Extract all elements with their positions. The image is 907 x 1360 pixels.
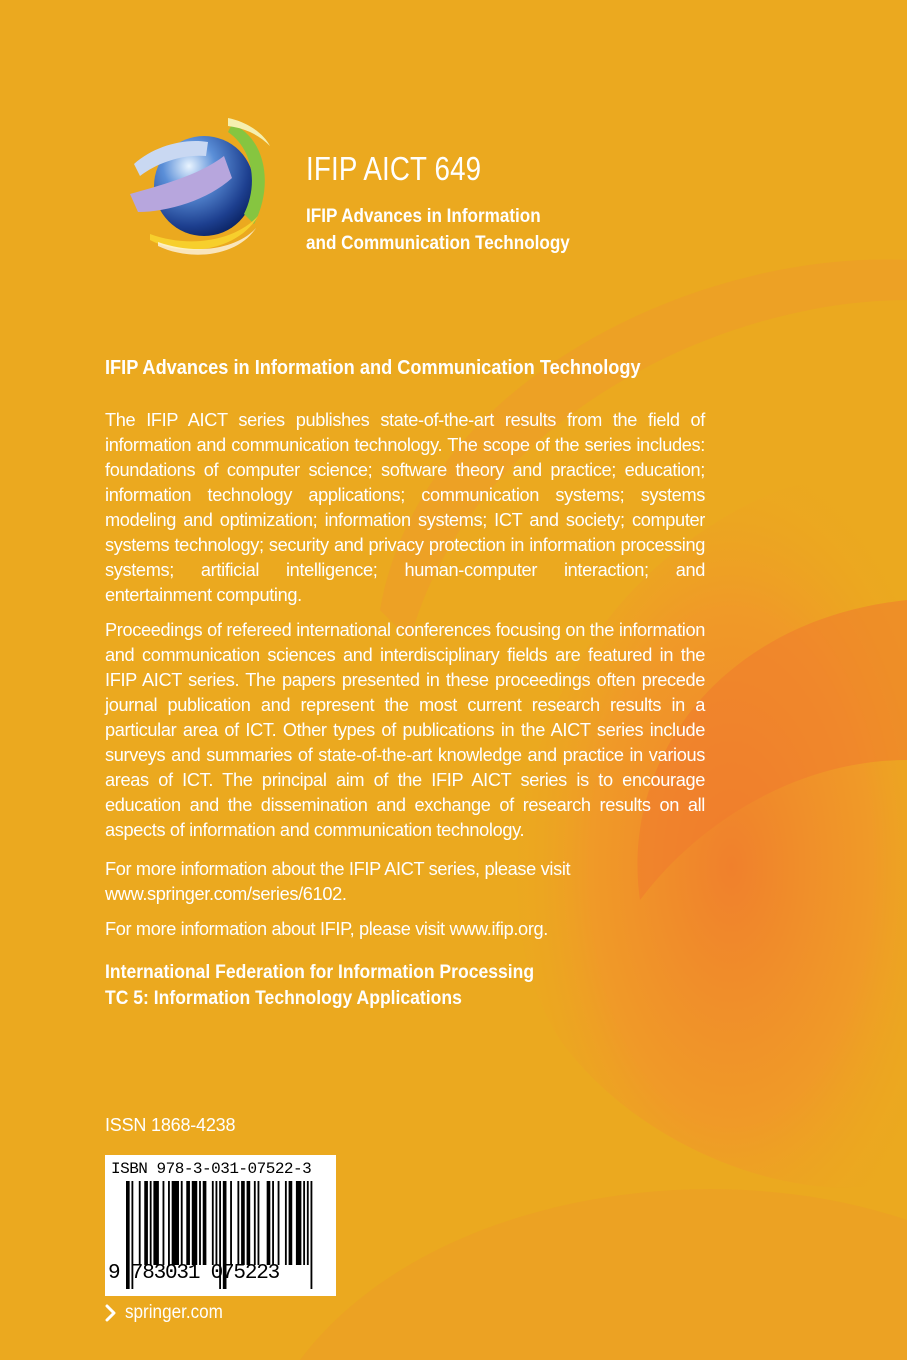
barcode-bar (186, 1181, 190, 1265)
barcode-bar (192, 1181, 197, 1265)
series-url-link[interactable]: www.springer.com/series/6102. (105, 884, 347, 904)
series-info-text (105, 857, 705, 907)
barcode-bar (247, 1181, 251, 1265)
ifip-globe-logo-icon (128, 116, 274, 260)
barcode-bar (168, 1181, 170, 1265)
ifip-info-link[interactable]: For more information about IFIP, please visit www.ifip.org. (105, 919, 548, 939)
barcode-bar (212, 1181, 214, 1265)
series-code-title: IFIP AICT 649 (306, 150, 482, 187)
barcode-digits: 9 783031 075223 (108, 1262, 280, 1285)
barcode-bar (153, 1181, 158, 1265)
barcode-bar (181, 1181, 183, 1265)
barcode-bar (289, 1181, 293, 1265)
barcode-bar (172, 1181, 179, 1265)
barcode-bar (237, 1181, 239, 1265)
series-proceedings-paragraph: Proceedings of refereed international conferences focusing on the information and communication sciences and interdisciplinary fields are featured in the IFIP AICT series. The papers presented in these proceedings often precede journal publication and represent the most current research results in a particular area of ICT. Other types of publications in the AICT series include surveys and summaries of state-of-the-art knowledge and practice in various areas of ICT. The principal aim of the IFIP AICT series is to encourage education and the dissemination and exchange of research results on all aspects of information and communication technology. (105, 620, 705, 840)
isbn-label: ISBN 978-3-031-07522-3 (111, 1160, 312, 1178)
series-name-line1: IFIP Advances in Information (306, 206, 541, 227)
federation-name: International Federation for Information Processing (105, 961, 535, 983)
barcode-bar (139, 1181, 141, 1265)
barcode-bar (216, 1181, 218, 1265)
barcode-bar (163, 1181, 165, 1265)
barcode-bar (254, 1181, 256, 1265)
federation-block (105, 959, 645, 1011)
technical-committee: TC 5: Information Technology Applications (105, 987, 462, 1009)
barcode-bar (285, 1181, 287, 1265)
barcode-bar (230, 1181, 232, 1265)
springer-link-text: springer.com (125, 1302, 223, 1323)
series-name-line2: and Communication Technology (306, 233, 570, 254)
barcode-bar (267, 1181, 271, 1265)
series-name-subtitle (306, 203, 570, 257)
barcode-bar (296, 1181, 301, 1265)
barcode-bar (307, 1181, 309, 1265)
series-info-line1: For more information about the IFIP AICT series, please visit (105, 859, 571, 879)
barcode-bar (303, 1181, 305, 1265)
barcode-bar (241, 1181, 245, 1265)
springer-link[interactable] (105, 1302, 234, 1324)
barcode-bar (144, 1181, 148, 1265)
barcode-bar (199, 1181, 201, 1265)
barcode-bar (203, 1181, 207, 1265)
issn-number: ISSN 1868-4238 (105, 1115, 236, 1135)
isbn-barcode (105, 1155, 336, 1296)
back-cover-text (105, 355, 705, 1011)
barcode-bar (311, 1181, 313, 1289)
series-description-heading: IFIP Advances in Information and Communication Technology (105, 357, 641, 379)
barcode-bar (278, 1181, 280, 1265)
barcode-bar (258, 1181, 260, 1265)
barcode-bar (150, 1181, 152, 1265)
barcode-bar (272, 1181, 274, 1265)
series-scope-paragraph: The IFIP AICT series publishes state-of-the-art results from the field of information and communication technology. The scope of the series includes: foundations of computer science; software theory and practice; education; information technology applications; communication systems; systems modeling and optimization; information systems; ICT and society; computer systems technology; security and privacy protection in information processing systems; artificial intelligence; human-computer interaction; and entertainment computing. (105, 410, 705, 605)
chevron-right-icon (105, 1304, 117, 1322)
